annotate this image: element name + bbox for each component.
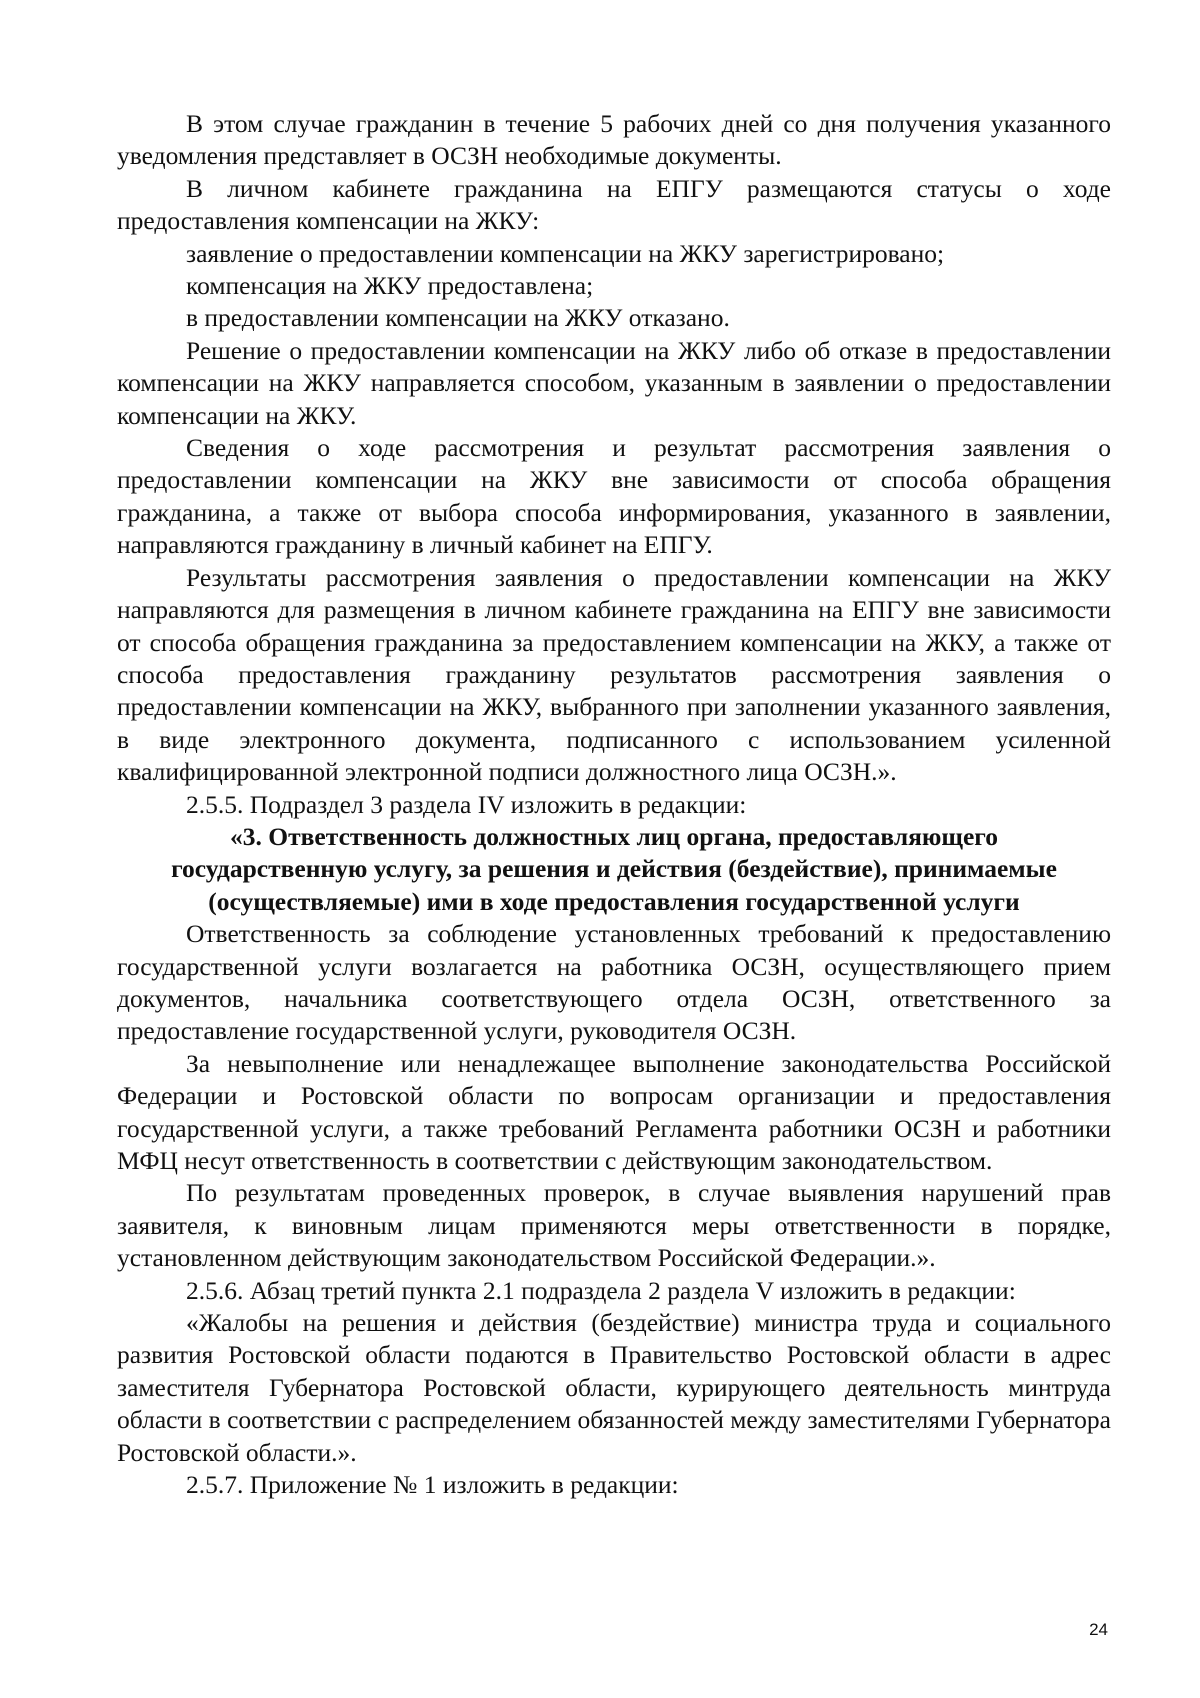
paragraph-status-intro: В личном кабинете гражданина на ЕПГУ размещаются статусы о ходе предоставления компенсации на ЖКУ: xyxy=(117,173,1111,236)
section-heading xyxy=(117,821,1111,918)
paragraph-clause-2-5-7: 2.5.7. Приложение № 1 изложить в редакции: xyxy=(186,1470,679,1500)
paragraph-clause-2-5-5: 2.5.5. Подраздел 3 раздела IV изложить в редакции: xyxy=(186,789,747,819)
paragraph-decision-delivery: Решение о предоставлении компенсации на ЖКУ либо об отказе в предоставлении компенсации на ЖКУ направляется способом, указанным в заявлении о предоставлении компенсации на ЖКУ. xyxy=(117,335,1111,430)
paragraph-complaints: «Жалобы на решения и действия (бездействие) министра труда и социального развития Ростовской области подаются в Правительство Ростовской области в адрес заместителя Губернатора Ростовской области, курирующего деятельность минтруда области в соответствии с распределением обязанностей между заместителями Губернатора Ростовской области.». xyxy=(117,1308,1111,1467)
paragraph-violations: За невыполнение или ненадлежащее выполнение законодательства Российской Федерации и Ростовской области по вопросам организации и предоставления государственной услуги, а также требований Регламента работники ОСЗН и работники МФЦ несут ответственность в соответствии с действующим законодательством. xyxy=(117,1048,1111,1175)
paragraph-inspections: По результатам проведенных проверок, в случае выявления нарушений прав заявителя, к виновным лицам применяются меры ответственности в порядке, установленном действующим законодательством Российской Федерации.». xyxy=(117,1178,1111,1273)
page-number: 24 xyxy=(1089,1620,1108,1639)
paragraph-clause-2-5-6: 2.5.6. Абзац третий пункта 2.1 подраздела 2 раздела V изложить в редакции: xyxy=(186,1275,1016,1305)
document-page xyxy=(117,108,1111,1501)
status-item-refused: в предоставлении компенсации на ЖКУ отказано. xyxy=(186,303,730,333)
section-heading-line: «3. Ответственность должностных лиц органа, предоставляющего xyxy=(230,821,998,851)
paragraph-notice-documents: В этом случае гражданин в течение 5 рабочих дней со дня получения указанного уведомления представляет в ОСЗН необходимые документы. xyxy=(117,109,1111,171)
status-item-registered: заявление о предоставлении компенсации на ЖКУ зарегистрировано; xyxy=(186,238,945,268)
paragraph-progress-info: Сведения о ходе рассмотрения и результат рассмотрения заявления о предоставлении компенсации на ЖКУ вне зависимости от способа обращения гражданина, а также от выбора способа информирования, указанного в заявлении, направляются гражданину в личный кабинет на ЕПГУ. xyxy=(117,433,1111,560)
section-heading-line: государственную услугу, за решения и действия (бездействие), принимаемые xyxy=(171,854,1057,884)
status-item-granted: компенсация на ЖКУ предоставлена; xyxy=(186,271,594,301)
section-heading-line: (осуществляемые) ими в ходе предоставления государственной услуги xyxy=(208,886,1020,916)
paragraph-results-epgu: Результаты рассмотрения заявления о предоставлении компенсации на ЖКУ направляются для размещения в личном кабинете гражданина на ЕПГУ вне зависимости от способа обращения гражданина за предоставлением компенсации на ЖКУ, а также от способа предоставления гражданину результатов рассмотрения заявления о предоставлении компенсации на ЖКУ, выбранного при заполнении указанного заявления, в виде электронного документа, подписанного с использованием усиленной квалифицированной электронной подписи должностного лица ОСЗН.». xyxy=(117,562,1111,787)
paragraph-responsibility: Ответственность за соблюдение установленных требований к предоставлению государственной услуги возлагается на работника ОСЗН, осуществляющего прием документов, начальника соответствующего отдела ОСЗН, ответственного за предоставление государственной услуги, руководителя ОСЗН. xyxy=(117,919,1111,1046)
